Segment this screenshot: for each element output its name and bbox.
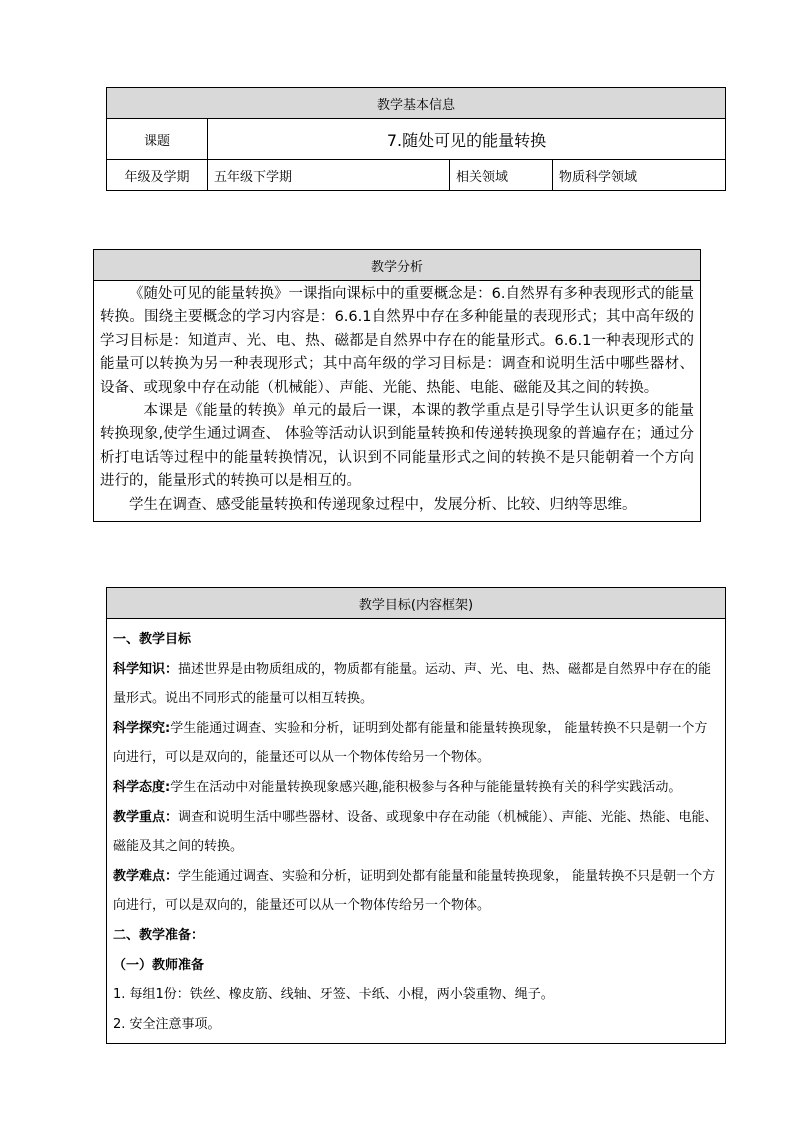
knowledge-item (113, 655, 719, 714)
basic-info-table (106, 87, 726, 191)
analysis-body (94, 281, 701, 522)
inquiry-text: 学生能通过调查、实验和分析，证明到处都有能量和能量转换现象， 能量转换不只是朝一个方向进行，可以是双向的，能量还可以从一个物体传给另一个物体。 (113, 720, 708, 766)
topic-value: 7.随处可见的能量转换 (208, 119, 726, 160)
prep-item: 1. 每组1份：铁丝、橡皮筋、线轴、牙签、卡纸、小棍，两小袋重物、绳子。 (113, 987, 554, 1003)
grade-label: 年级及学期 (107, 160, 208, 191)
basic-info-header: 教学基本信息 (107, 88, 726, 119)
section2-title: 二、教学准备： (113, 927, 205, 943)
teacher-prep-title: （一）教师准备 (113, 957, 205, 973)
domain-label: 相关领域 (450, 160, 553, 191)
analysis-paragraph: 本课是《能量的转换》单元的最后一课，本课的教学重点是引导学生认识更多的能量转换现象,使学生通过调查、 体验等活动认识到能量转换和传递转换现象的普遍存在；通过分析打电话等过程中的能量转换情况，认识到不同能量形式之间的转换不是只能朝着一个方向进行的，能量形式的转换可以是相互的。 (100, 403, 694, 490)
prep-item: 2. 安全注意事项。 (113, 1016, 221, 1032)
analysis-paragraph: 《随处可见的能量转换》一课指向课标中的重要概念是：6.自然界有多种表现形式的能量转换。围绕主要概念的学习内容是：6.6.1自然界中存在多种能量的表现形式；其中高年级的学习目标是：知道声、光、电、热、磁都是自然界中存在的能量形式。6.6.1一种表现形式的能量可以转换为另一种表现形式；其中高年级的学习目标是：调查和说明生活中哪些器材、设备、或现象中存在动能（机械能）、声能、光能、热能、电能、磁能及其之间的转换。 (100, 286, 694, 396)
domain-value: 物质科学领域 (553, 160, 726, 191)
inquiry-label: 科学探究: (113, 720, 171, 736)
key-point-text: 调查和说明生活中哪些器材、设备、或现象中存在动能（机械能）、声能、光能、热能、电能、磁能及其之间的转换。 (113, 809, 718, 855)
objectives-table (106, 587, 726, 1044)
grade-value: 五年级下学期 (208, 160, 450, 191)
difficulty-item (113, 862, 719, 921)
analysis-header: 教学分析 (94, 250, 701, 281)
section1-title: 一、教学目标 (113, 632, 192, 647)
difficulty-text: 学生能通过调查、实验和分析，证明到处都有能量和能量转换现象， 能量转换不只是朝一个方向进行，可以是双向的，能量还可以从一个物体传给另一个物体。 (113, 868, 716, 914)
difficulty-label: 教学难点： (113, 868, 179, 884)
knowledge-text: 描述世界是由物质组成的，物质都有能量。运动、声、光、电、热、磁都是自然界中存在的能量形式。说出不同形式的能量可以相互转换。 (113, 661, 712, 707)
key-point-item (113, 803, 719, 862)
objectives-header: 教学目标(内容框架) (107, 588, 726, 619)
analysis-table (93, 249, 701, 522)
knowledge-label: 科学知识： (113, 661, 179, 677)
attitude-label: 科学态度: (113, 779, 171, 795)
attitude-item (113, 773, 719, 803)
topic-label: 课题 (107, 119, 208, 160)
inquiry-item (113, 714, 719, 773)
key-point-label: 教学重点： (113, 809, 179, 825)
attitude-text: 学生在活动中对能量转换现象感兴趣,能积极参与各种与能能量转换有关的科学实践活动。 (170, 779, 682, 795)
analysis-paragraph: 学生在调查、感受能量转换和传递现象过程中，发展分析、比较、归纳等思维。 (129, 496, 637, 513)
objectives-body (107, 619, 726, 1044)
